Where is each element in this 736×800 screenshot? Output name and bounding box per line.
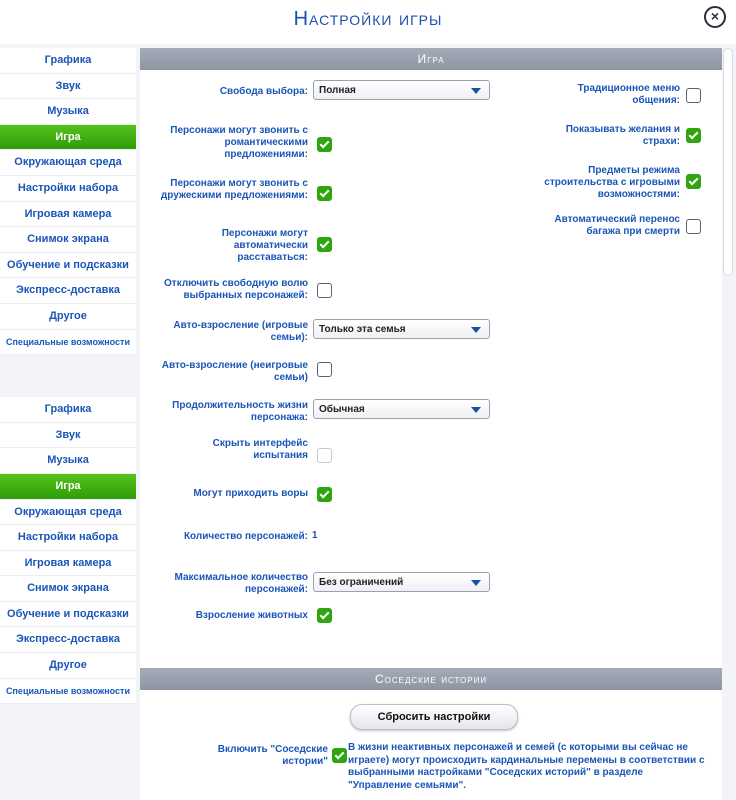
wants-fears-checkbox[interactable] [686, 128, 701, 143]
reset-settings-button[interactable]: Сбросить настройки [350, 704, 518, 730]
sidebar-item[interactable]: Игра [0, 474, 136, 500]
burglars-label: Могут приходить воры [193, 488, 308, 499]
aging-unplayed-checkbox[interactable] [317, 362, 332, 377]
sidebar-item[interactable]: Музыка [0, 448, 136, 474]
burglars-checkbox[interactable] [317, 487, 332, 502]
sidebar-item[interactable]: Другое [0, 653, 136, 679]
sidebar-item[interactable]: Специальные возможности [0, 330, 136, 356]
classic-social-checkbox[interactable] [686, 88, 701, 103]
sidebar-item[interactable]: Специальные возможности [0, 679, 136, 705]
sim-count-label: Количество персонажей: [183, 531, 308, 542]
sim-count-value: 1 [312, 530, 318, 541]
chevron-down-icon [471, 580, 481, 586]
sidebar-item[interactable]: Снимок экрана [0, 576, 136, 602]
section-header-neighborhood: Соседские истории [140, 668, 722, 690]
friendly-calls-checkbox[interactable] [317, 186, 332, 201]
sidebar-item[interactable]: Обучение и подсказки [0, 602, 136, 628]
sidebar-item[interactable]: Другое [0, 304, 136, 330]
sidebar-item[interactable]: Графика [0, 48, 136, 74]
scrollbar-thumb[interactable] [723, 48, 733, 276]
sidebar-group [0, 397, 136, 704]
neighborhood-description: В жизни неактивных персонажей и семей (с которыми вы сейчас не играете) могут происходить кардинальные перемены в соответствии с выбранными настройками "Соседских историй" в разделе "Управление семьями". [348, 742, 705, 791]
sidebar-item[interactable]: Настройки набора [0, 525, 136, 551]
sidebar-item[interactable]: Обучение и подсказки [0, 253, 136, 279]
pet-aging-label: Взросление животных [195, 610, 308, 621]
sidebar-item[interactable]: Графика [0, 397, 136, 423]
sidebar-item[interactable]: Настройки набора [0, 176, 136, 202]
aging-played-select[interactable] [313, 319, 490, 339]
max-sims-label: Максимальное количество персонажей: [174, 572, 308, 595]
auto-breakup-label: Персонажи могут автоматически расставаться: [221, 228, 308, 263]
build-objects-checkbox[interactable] [686, 174, 701, 189]
section-header-game: Игра [140, 48, 722, 70]
sidebar [0, 48, 136, 704]
sidebar-item[interactable]: Экспресс-доставка [0, 627, 136, 653]
romantic-calls-label: Персонажи могут звонить с романтическими предложениями: [170, 125, 308, 160]
free-will-value: Полная [319, 85, 356, 96]
chevron-down-icon [471, 327, 481, 333]
hide-challenge-checkbox[interactable] [317, 448, 332, 463]
sidebar-item[interactable]: Снимок экрана [0, 227, 136, 253]
max-sims-value: Без ограничений [319, 577, 404, 588]
free-will-select[interactable] [313, 80, 490, 100]
sidebar-group [0, 48, 136, 355]
disable-autonomy-checkbox[interactable] [317, 283, 332, 298]
sidebar-item[interactable]: Музыка [0, 99, 136, 125]
free-will-label: Свобода выбора: [219, 86, 308, 97]
scrollbar[interactable] [722, 48, 734, 800]
auto-breakup-checkbox[interactable] [317, 237, 332, 252]
max-sims-select[interactable] [313, 572, 490, 592]
sidebar-item[interactable]: Звук [0, 74, 136, 100]
sidebar-item[interactable]: Звук [0, 423, 136, 449]
sidebar-item[interactable]: Игровая камера [0, 202, 136, 228]
sidebar-item[interactable]: Экспресс-доставка [0, 278, 136, 304]
neighborhood-enable-label: Включить "Соседские истории" [217, 744, 328, 767]
aging-played-label: Авто-взросление (игровые семьи): [173, 320, 308, 343]
chevron-down-icon [471, 407, 481, 413]
sidebar-item[interactable]: Окружающая среда [0, 150, 136, 176]
disable-autonomy-label: Отключить свободную волю выбранных персонажей: [164, 278, 308, 301]
classic-social-label: Традиционное меню общения: [577, 83, 680, 106]
auto-transfer-checkbox[interactable] [686, 219, 701, 234]
friendly-calls-label: Персонажи могут звонить с дружескими предложениями: [160, 178, 308, 201]
pet-aging-checkbox[interactable] [317, 608, 332, 623]
chevron-down-icon [471, 88, 481, 94]
romantic-calls-checkbox[interactable] [317, 137, 332, 152]
sidebar-item[interactable]: Окружающая среда [0, 500, 136, 526]
build-objects-label: Предметы режима строительства с игровыми возможностями: [544, 165, 680, 200]
close-icon[interactable]: × [704, 6, 726, 28]
sidebar-item[interactable]: Игра [0, 125, 136, 151]
sidebar-item[interactable]: Игровая камера [0, 551, 136, 577]
auto-transfer-label: Автоматический перенос багажа при смерти [554, 214, 680, 237]
aging-played-value: Только эта семья [319, 324, 406, 335]
wants-fears-label: Показывать желания и страхи: [565, 124, 680, 147]
neighborhood-enable-checkbox[interactable] [332, 748, 347, 763]
lifespan-value: Обычная [319, 404, 365, 415]
title-bar [0, 0, 736, 44]
settings-panel [140, 48, 722, 800]
lifespan-select[interactable] [313, 399, 490, 419]
sidebar-gap [0, 355, 136, 397]
hide-challenge-label: Скрыть интерфейс испытания [212, 438, 308, 461]
aging-unplayed-label: Авто-взросление (неигровые семьи) [161, 360, 308, 383]
page-title: Настройки игры [293, 8, 443, 30]
lifespan-label: Продолжительность жизни персонажа: [172, 400, 308, 423]
